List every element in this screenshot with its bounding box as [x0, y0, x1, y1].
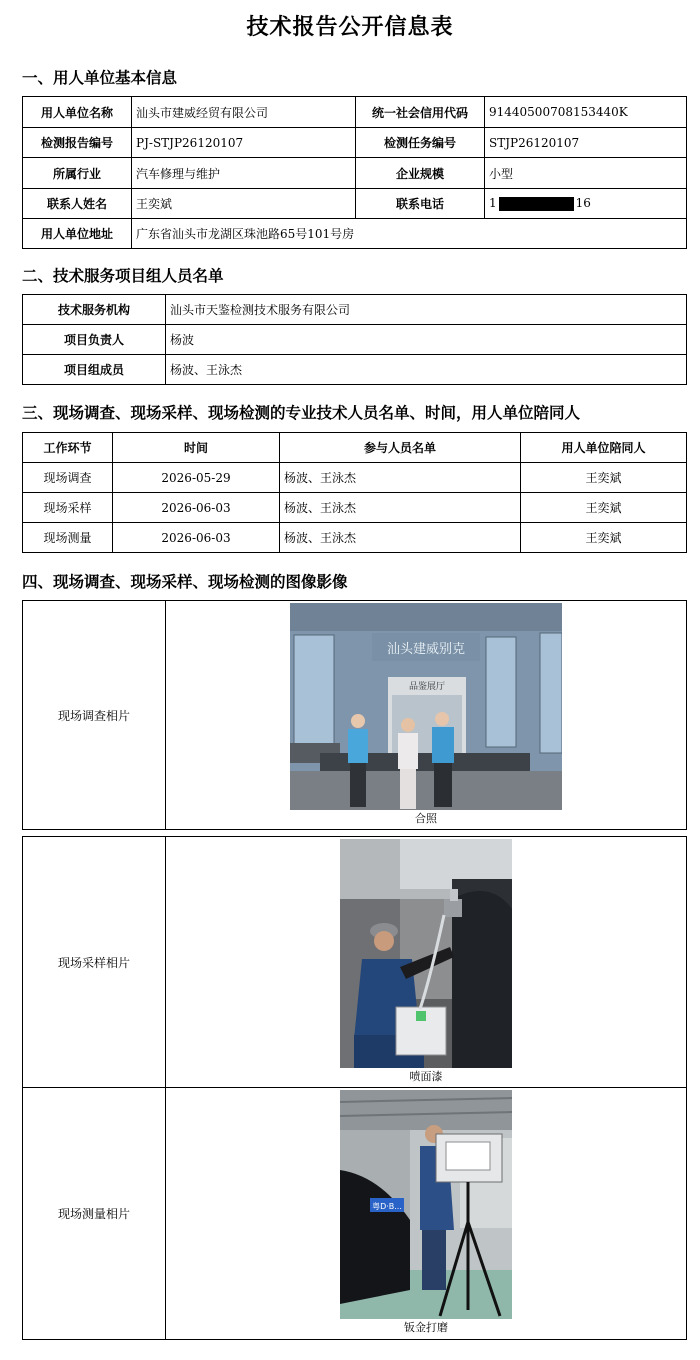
credit-code-value: 91440500708153440K — [485, 97, 687, 128]
col-header-stage: 工作环节 — [23, 433, 113, 463]
survey-photo-table — [22, 600, 687, 830]
industry-label: 所属行业 — [23, 158, 132, 189]
section-3-heading: 三、现场调查、现场采样、现场检测的专业技术人员名单、时间，用人单位陪同人 — [22, 404, 581, 422]
escort-cell: 王奕斌 — [521, 493, 687, 523]
contact-name-value: 王奕斌 — [132, 189, 356, 219]
employer-info-table — [22, 96, 687, 249]
address-label: 用人单位地址 — [23, 219, 132, 249]
team-members-label: 项目组成员 — [23, 355, 166, 385]
phone-suffix: 16 — [575, 196, 591, 211]
col-header-staff: 参与人员名单 — [280, 433, 521, 463]
address-value: 广东省汕头市龙湖区珠池路65号101号房 — [132, 219, 687, 249]
table-row — [23, 837, 687, 1088]
table-row — [23, 355, 687, 385]
contact-phone-label: 联系电话 — [356, 189, 485, 219]
staff-cell: 杨波、王泳杰 — [280, 523, 521, 553]
site-work-table — [22, 432, 687, 553]
project-leader-label: 项目负责人 — [23, 325, 166, 355]
table-row — [23, 493, 687, 523]
company-scale-value: 小型 — [485, 158, 687, 189]
measure-photo-label: 现场测量相片 — [23, 1088, 166, 1340]
project-team-table — [22, 294, 687, 385]
col-header-escort: 用人单位陪同人 — [521, 433, 687, 463]
showroom-sign: 品鉴展厅 — [408, 682, 446, 692]
date-cell: 2026-06-03 — [113, 493, 280, 523]
date-cell: 2026-05-29 — [113, 463, 280, 493]
store-sign-text: 汕头建威别克 — [386, 642, 466, 657]
sampling-photo-cell — [166, 837, 687, 1088]
escort-cell: 王奕斌 — [521, 523, 687, 553]
staff-cell: 杨波、王泳杰 — [280, 493, 521, 523]
survey-photo-cell — [166, 601, 687, 830]
table-row — [23, 523, 687, 553]
escort-cell: 王奕斌 — [521, 463, 687, 493]
table-row — [23, 128, 687, 158]
table-row — [23, 295, 687, 325]
team-members-value: 杨波、王泳杰 — [166, 355, 687, 385]
table-row — [23, 601, 687, 830]
sampling-photo-caption: 喷面漆 — [409, 1070, 443, 1083]
table-row — [23, 463, 687, 493]
document-title: 技术报告公开信息表 — [246, 15, 454, 40]
staff-cell: 杨波、王泳杰 — [280, 463, 521, 493]
date-cell: 2026-06-03 — [113, 523, 280, 553]
service-org-value: 汕头市天鉴检测技术服务有限公司 — [166, 295, 687, 325]
employer-name-label: 用人单位名称 — [23, 97, 132, 128]
table-header-row — [23, 433, 687, 463]
sheet-metal-grinding-photo — [340, 1090, 512, 1319]
company-scale-label: 企业规模 — [356, 158, 485, 189]
stage-cell: 现场调查 — [23, 463, 113, 493]
project-leader-value: 杨波 — [166, 325, 687, 355]
task-number-value: STJP26120107 — [485, 128, 687, 158]
survey-photo-label: 现场调查相片 — [23, 601, 166, 830]
license-plate: 粤D·B... — [372, 1202, 402, 1211]
industry-value: 汽车修理与维护 — [132, 158, 356, 189]
redaction-bar — [499, 197, 574, 211]
table-row — [23, 158, 687, 189]
survey-photo-caption: 合照 — [415, 812, 437, 825]
stage-cell: 现场测量 — [23, 523, 113, 553]
report-number-value: PJ-STJP26120107 — [132, 128, 356, 158]
employer-name-value: 汕头市建威经贸有限公司 — [132, 97, 356, 128]
col-header-time: 时间 — [113, 433, 280, 463]
measure-photo-caption: 钣金打磨 — [404, 1321, 448, 1334]
measure-photo-cell — [166, 1088, 687, 1340]
section-2-heading: 二、技术服务项目组人员名单 — [22, 267, 224, 285]
task-number-label: 检测任务编号 — [356, 128, 485, 158]
stage-cell: 现场采样 — [23, 493, 113, 523]
section-4-heading: 四、现场调查、现场采样、现场检测的图像影像 — [22, 573, 348, 591]
group-photo — [290, 603, 562, 810]
table-row — [23, 97, 687, 128]
sampling-photo-label: 现场采样相片 — [23, 837, 166, 1088]
phone-prefix: 1 — [489, 196, 497, 211]
table-row — [23, 189, 687, 219]
table-row — [23, 325, 687, 355]
contact-name-label: 联系人姓名 — [23, 189, 132, 219]
sampling-measure-photo-table — [22, 836, 687, 1340]
section-1-heading: 一、用人单位基本信息 — [22, 69, 178, 87]
service-org-label: 技术服务机构 — [23, 295, 166, 325]
credit-code-label: 统一社会信用代码 — [356, 97, 485, 128]
table-row — [23, 219, 687, 249]
contact-phone-value — [485, 189, 687, 219]
table-row — [23, 1088, 687, 1340]
report-number-label: 检测报告编号 — [23, 128, 132, 158]
spray-painting-photo — [340, 839, 512, 1068]
